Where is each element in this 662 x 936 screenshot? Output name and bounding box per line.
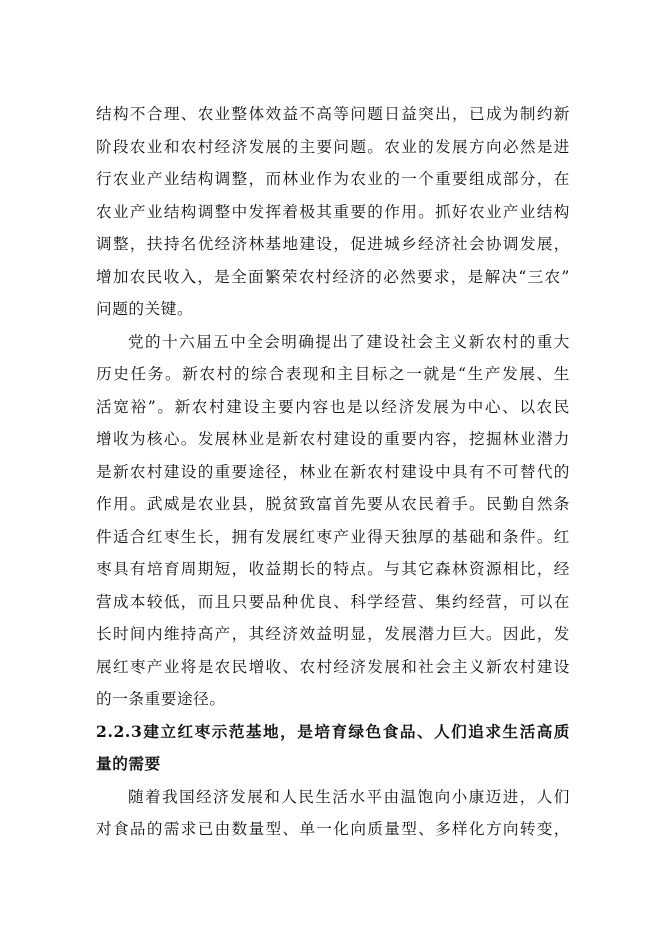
- paragraph-2: [96, 326, 570, 716]
- paragraph-1: [96, 98, 570, 326]
- text-line: 历史任务。新农村的综合表现和主目标之一就是“生产发展、生: [96, 365, 570, 383]
- document-page: [96, 98, 570, 846]
- text-line: 营成本较低，而且只要品种优良、科学经营、集约经营，可以在: [96, 592, 570, 611]
- text-line: 是新农村建设的重要途径，林业在新农村建设中具有不可替代的: [96, 462, 570, 481]
- text-line: 的一条重要途径。: [96, 690, 226, 708]
- text-line: 增收为核心。发展林业是新农村建设的重要内容，挖掘林业潜力: [96, 430, 570, 448]
- section-heading: [96, 716, 570, 781]
- text-line: 件适合红枣生长，拥有发展红枣产业得天独厚的基础和条件。红: [96, 527, 570, 546]
- text-line: 展红枣产业将是农民增收、农村经济发展和社会主义新农村建设: [96, 657, 570, 676]
- text-line: 枣具有培育周期短，收益期长的特点。与其它森林资源相比，经: [96, 560, 570, 578]
- text-line: 阶段农业和农村经济发展的主要问题。农业的发展方向必然是进: [96, 137, 570, 156]
- paragraph-3: [96, 781, 570, 846]
- text-line: 结构不合理、农业整体效益不高等问题日益突出，已成为制约新: [96, 105, 570, 123]
- text-line: 活宽裕”。新农村建设主要内容也是以经济发展为中心、以农民: [96, 397, 570, 416]
- text-line: 随着我国经济发展和人民生活水平由温饱向小康迈进，人们: [128, 787, 570, 806]
- text-line: 行农业产业结构调整，而林业作为农业的一个重要组成部分，在: [96, 170, 570, 188]
- text-line: 增加农民收入，是全面繁荣农村经济的必然要求，是解决“三农”: [96, 267, 570, 286]
- text-line: 对食品的需求已由数量型、单一化向质量型、多样化方向转变，: [96, 820, 570, 838]
- text-line: 问题的关键。: [96, 300, 194, 318]
- text-line: 作用。武威是农业县，脱贫致富首先要从农民着手。民勤自然条: [96, 495, 570, 513]
- text-line: 长时间内维持高产，其经济效益明显，发展潜力巨大。因此，发: [96, 625, 570, 643]
- text-line: 党的十六届五中全会明确提出了建设社会主义新农村的重大: [128, 332, 570, 351]
- heading-line: 2.2.3建立红枣示范基地，是培育绿色食品、人们追求生活高质: [96, 721, 570, 741]
- heading-line: 量的需要: [96, 754, 161, 773]
- text-line: 农业产业结构调整中发挥着极其重要的作用。抓好农业产业结构: [96, 202, 570, 221]
- text-line: 调整，扶持名优经济林基地建设，促进城乡经济社会协调发展，: [96, 235, 570, 253]
